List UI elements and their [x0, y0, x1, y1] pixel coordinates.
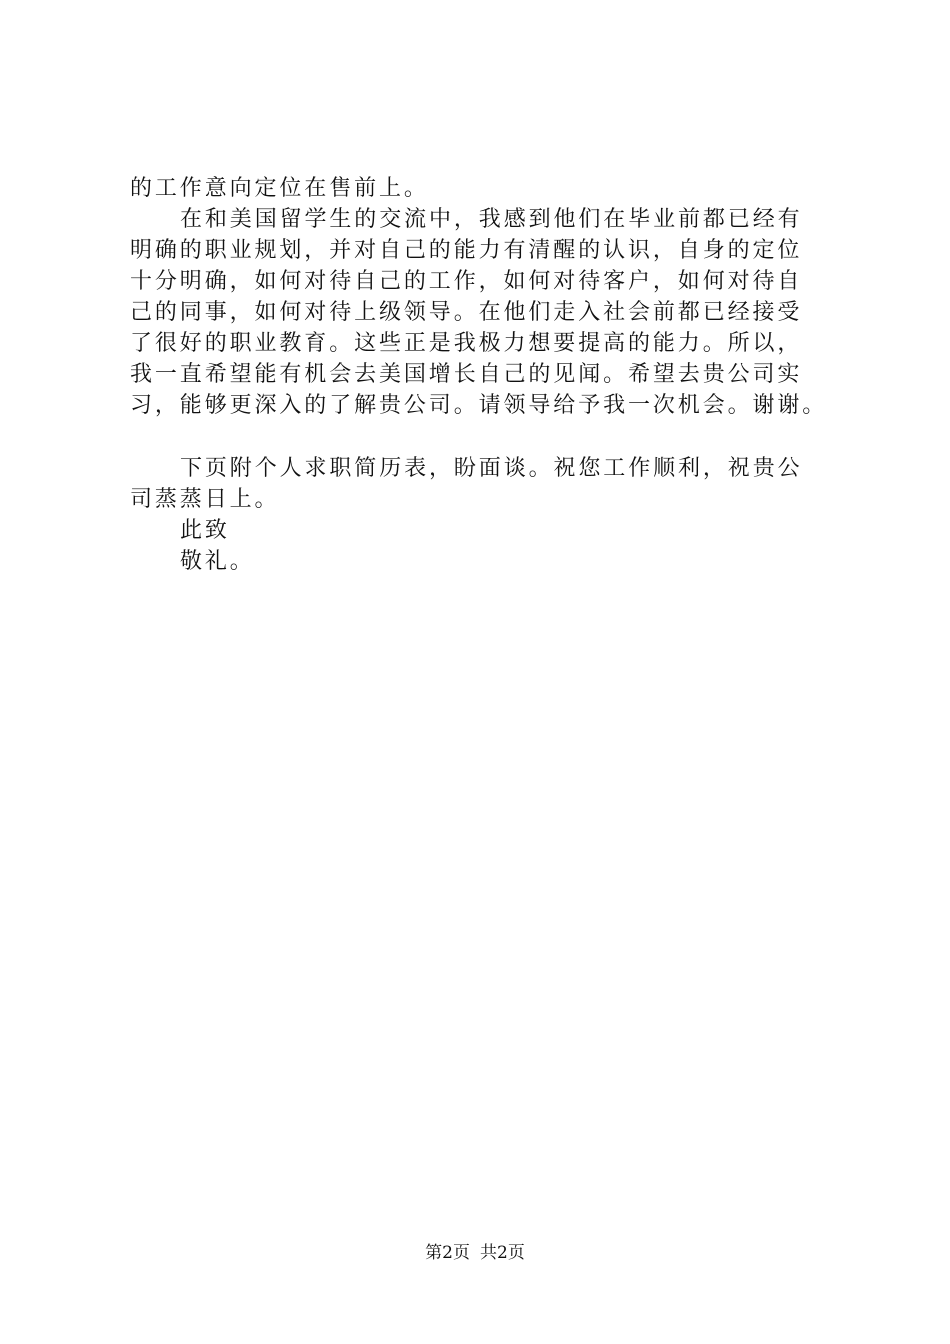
page-footer — [0, 1242, 950, 1264]
body-line-10: 司蒸蒸日上。 — [130, 487, 280, 512]
body-line-9: 下页附个人求职简历表，盼面谈。祝您工作顺利，祝贵公 — [180, 456, 803, 481]
body-line-6: 了很好的职业教育。这些正是我极力想要提高的能力。所以， — [130, 331, 803, 356]
body-line-4: 十分明确，如何对待自己的工作，如何对待客户，如何对待自 — [130, 269, 803, 294]
closing-line-1: 此致 — [180, 518, 230, 543]
body-line-2: 在和美国留学生的交流中，我感到他们在毕业前都已经有 — [180, 207, 803, 232]
closing-line-2: 敬礼。 — [180, 549, 255, 574]
body-line-5: 己的同事，如何对待上级领导。在他们走入社会前都已经接受 — [130, 300, 803, 325]
page-number-total: 共2页 — [480, 1243, 525, 1263]
body-line-8: 习，能够更深入的了解贵公司。请领导给予我一次机会。谢谢。 — [130, 393, 828, 418]
body-line-7: 我一直希望能有机会去美国增长自己的见闻。希望去贵公司实 — [130, 362, 803, 387]
body-line-1: 的工作意向定位在售前上。 — [130, 176, 429, 201]
page-number-current: 第2页 — [425, 1243, 470, 1263]
body-line-3: 明确的职业规划，并对自己的能力有清醒的认识，自身的定位 — [130, 238, 803, 263]
